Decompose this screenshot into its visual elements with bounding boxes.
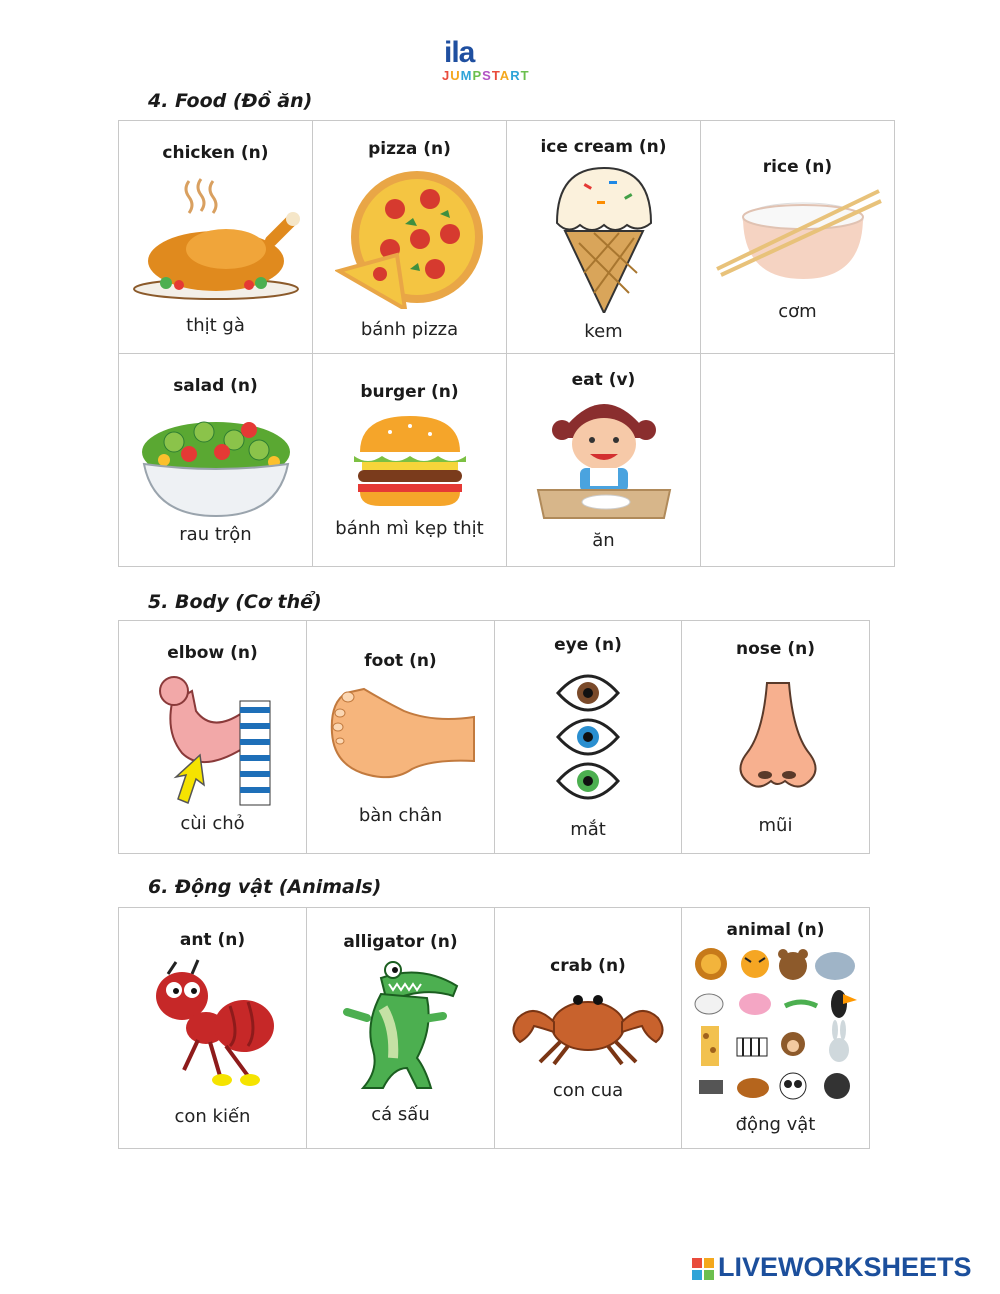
dog-icon	[737, 1078, 769, 1098]
vocab-word: burger (n)	[360, 382, 459, 402]
section-title-body: 5. Body (Cơ thể)	[148, 591, 322, 613]
zebra-icon	[737, 1038, 767, 1056]
vocab-word: salad (n)	[173, 376, 258, 396]
vocab-word: rice (n)	[762, 157, 833, 177]
sheep-icon	[695, 994, 723, 1014]
vocab-card-eat	[507, 354, 701, 567]
vocab-card-crab	[495, 908, 682, 1149]
rice-bowl-icon	[713, 187, 883, 287]
logo-subtitle: JUMPSTART	[442, 68, 530, 83]
vocab-meaning: con kiến	[174, 1106, 251, 1127]
vocab-meaning: kem	[584, 321, 623, 342]
rabbit-icon	[829, 1020, 849, 1062]
vocab-meaning: cá sấu	[371, 1104, 430, 1125]
vocab-card-alligator	[307, 908, 495, 1149]
vocab-meaning: ăn	[592, 530, 615, 551]
vocab-card-elbow	[119, 621, 307, 854]
vocab-meaning: con cua	[552, 1080, 624, 1101]
liveworksheets-brand-text: LIVEWORKSHEETS	[718, 1252, 972, 1282]
giraffe-icon	[701, 1026, 719, 1066]
vocab-meaning: thịt gà	[186, 315, 245, 336]
vocab-card-pizza	[313, 121, 507, 354]
vocab-card-ice-cream	[507, 121, 701, 354]
vocab-meaning: động vật	[735, 1114, 816, 1135]
lion-icon	[695, 948, 727, 980]
section-title-animals: 6. Động vật (Animals)	[148, 876, 382, 898]
vocab-word: eat (v)	[571, 370, 636, 390]
vocab-meaning: rau trộn	[179, 524, 252, 545]
vocab-meaning: mắt	[570, 819, 606, 840]
empty-card	[701, 354, 895, 567]
vocab-card-salad	[119, 354, 313, 567]
vocab-card-animal	[682, 908, 870, 1149]
vocab-word: chicken (n)	[162, 143, 269, 163]
vocab-word: nose (n)	[736, 639, 815, 659]
vocab-word: alligator (n)	[343, 932, 458, 952]
vocab-card-rice	[701, 121, 895, 354]
monkey-icon	[781, 1032, 805, 1056]
vocab-card-nose	[682, 621, 870, 854]
vocab-card-chicken	[119, 121, 313, 354]
nose-icon	[731, 679, 821, 791]
vocab-meaning: bánh mì kẹp thịt	[335, 518, 484, 539]
ice-cream-icon	[549, 163, 659, 313]
vocab-word: ice cream (n)	[540, 137, 667, 157]
bear-cub-icon	[824, 1073, 850, 1099]
toucan-icon	[831, 990, 857, 1018]
alligator-icon	[341, 958, 461, 1098]
bear-icon	[778, 949, 808, 980]
vocab-word: pizza (n)	[368, 139, 451, 159]
tiger-icon	[741, 950, 769, 978]
vocab-word: elbow (n)	[167, 643, 258, 663]
ant-icon	[148, 958, 278, 1098]
vocab-word: eye (n)	[554, 635, 622, 655]
animals-grid	[118, 907, 870, 1149]
logo-brand: ila	[444, 36, 475, 69]
vocab-card-burger	[313, 354, 507, 567]
vocab-meaning: cơm	[778, 301, 817, 322]
vocab-card-eye	[495, 621, 682, 854]
panda-icon	[780, 1073, 806, 1099]
salad-icon	[134, 402, 298, 522]
animals-group-icon	[693, 946, 859, 1110]
vocab-meaning: mũi	[758, 815, 793, 836]
section-title-food: 4. Food (Đồ ăn)	[148, 90, 313, 112]
goat-icon	[699, 1080, 723, 1094]
foot-icon	[326, 683, 476, 783]
vocab-meaning: bàn chân	[358, 805, 443, 826]
vocab-card-foot	[307, 621, 495, 854]
vocab-word: foot (n)	[364, 651, 437, 671]
elbow-icon	[148, 673, 278, 807]
vocab-word: crab (n)	[550, 956, 626, 976]
vocab-meaning: cùi chỏ	[180, 813, 245, 834]
liveworksheets-badge-icon	[692, 1258, 714, 1280]
body-grid	[118, 620, 870, 854]
pizza-icon	[335, 169, 485, 309]
food-grid	[118, 120, 895, 567]
elephant-icon	[815, 952, 855, 980]
crab-icon	[504, 986, 672, 1066]
roast-chicken-icon	[131, 171, 301, 301]
liveworksheets-logo	[692, 1252, 992, 1286]
pig-icon	[739, 993, 771, 1015]
vocab-word: animal (n)	[726, 920, 825, 940]
eyes-icon	[556, 671, 620, 805]
vocab-card-ant	[119, 908, 307, 1149]
ila-jumpstart-logo	[440, 36, 560, 88]
vocab-word: ant (n)	[179, 930, 246, 950]
vocab-meaning: bánh pizza	[360, 319, 459, 340]
girl-eating-icon	[534, 394, 674, 524]
burger-icon	[350, 412, 470, 508]
lizard-icon	[785, 1002, 817, 1006]
